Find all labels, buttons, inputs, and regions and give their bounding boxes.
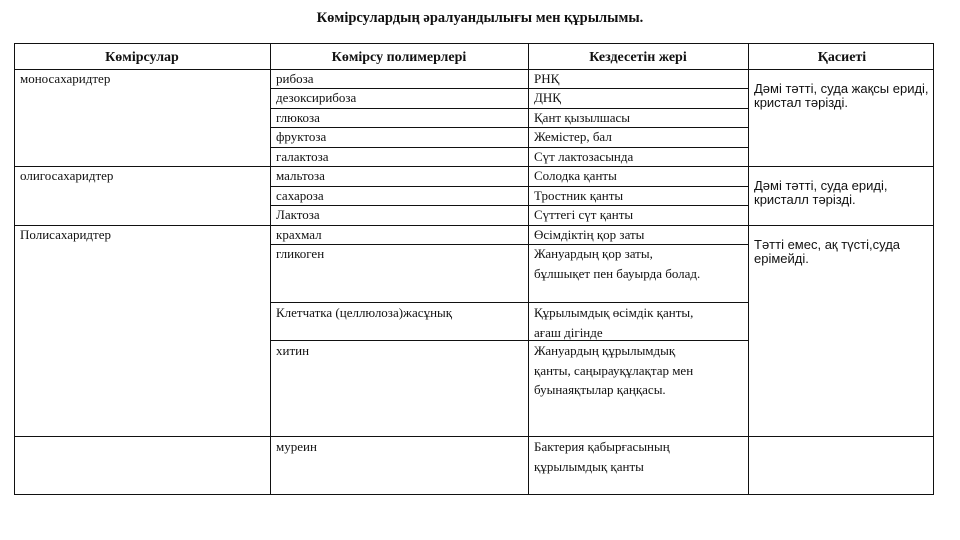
location-cell: Тростник қанты (534, 188, 624, 203)
location-cell: Сүттегі сүт қанты (534, 207, 634, 222)
location-cell: Сүт лактозасында (534, 149, 634, 164)
location-cell: РНҚ (534, 71, 560, 86)
polymer-cell: гликоген (276, 246, 325, 261)
polymer-cell: Лактоза (276, 207, 320, 222)
location-cell: Өсімдіктің қор заты (534, 227, 645, 242)
polymer-cell: мальтоза (276, 168, 325, 183)
location-cell: Қант қызылшасы (534, 110, 631, 125)
property-cell: Дәмі тәтті, суда жақсы ериді, кристал тәрізді. (754, 81, 929, 110)
location-cell: Жануардың құрылымдық қанты, саңырауқұлақтар мен буынаяқтылар қаңқасы. (534, 343, 694, 397)
group-name: моносахаридтер (20, 71, 111, 86)
polymer-cell: крахмал (276, 227, 322, 242)
location-cell: Солодка қанты (534, 168, 617, 183)
column-divider (748, 43, 749, 495)
column-divider (270, 43, 271, 495)
table-border (933, 43, 934, 495)
polymer-cell: сахароза (276, 188, 324, 203)
table-border (14, 43, 15, 495)
property-cell: Дәмі тәтті, суда ериді, кристалл тәрізді. (754, 178, 888, 207)
location-cell: Бактерия қабырғасының құрылымдық қанты (534, 439, 670, 474)
group-name: олигосахаридтер (20, 168, 114, 183)
page-title: Көмірсулардың әралуандылығы мен құрылымы. (316, 10, 644, 26)
polymer-cell: муреин (276, 439, 317, 454)
polymer-cell: глюкоза (276, 110, 320, 125)
location-cell: Жануардың қор заты, бұлшықет пен бауырда болад. (534, 246, 701, 281)
location-cell: ДНҚ (534, 90, 561, 105)
header-polymers: Көмірсу полимерлері (331, 50, 467, 65)
location-cell: Құрылымдық өсімдік қанты, ағаш дігінде (534, 305, 694, 340)
column-divider (528, 43, 529, 495)
polymer-cell: рибоза (276, 71, 314, 86)
polymer-cell: галактоза (276, 149, 329, 164)
group-name: Полисахаридтер (20, 227, 111, 242)
property-cell: Тәтті емес, ақ түсті,суда ерімейді. (754, 237, 901, 266)
polymer-cell: хитин (276, 343, 310, 358)
row-divider (14, 43, 934, 44)
polymer-cell: Клетчатка (целлюлоза)жасұнық (276, 305, 453, 320)
polymer-cell: фруктоза (276, 129, 327, 144)
location-cell: Жемістер, бал (534, 129, 612, 144)
header-location: Кездесетін жері (589, 50, 687, 65)
header-carbohydrates: Көмірсулар (105, 50, 179, 65)
table-border (14, 494, 934, 495)
header-property: Қасиеті (817, 50, 867, 65)
polymer-cell: дезоксирибоза (276, 90, 357, 105)
